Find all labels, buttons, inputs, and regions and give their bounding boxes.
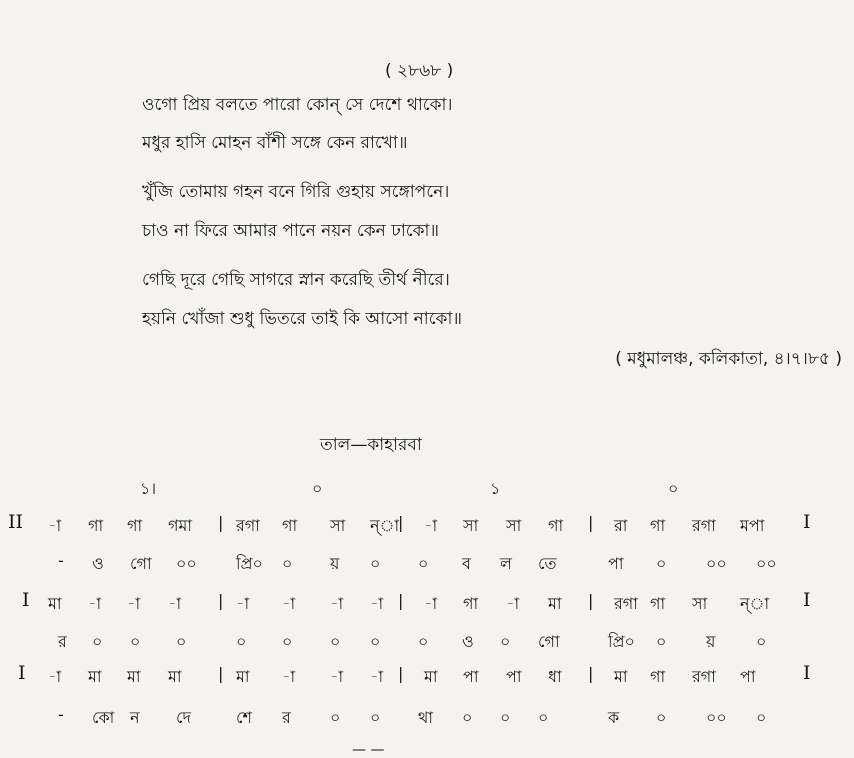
lyric-syllable: ০	[418, 632, 429, 651]
beat-mark: ১	[490, 479, 501, 498]
swara-cell: -া	[370, 667, 384, 686]
lyric-syllable: য়	[330, 554, 340, 573]
lyric-syllable: ০	[656, 554, 667, 573]
lyric-syllable: থা	[418, 708, 434, 727]
lyric-syllable: কো	[92, 708, 115, 727]
lyric-syllable: ০০	[176, 554, 197, 573]
swara-cell: গা	[650, 594, 666, 613]
swara-cell: -া	[424, 516, 438, 535]
swara-cell: -া	[168, 594, 182, 613]
swara-cell: ন্া	[370, 516, 400, 535]
lyric-syllable: ০	[330, 632, 341, 651]
lyric-syllable: ০	[656, 632, 667, 651]
lyric-syllable: ০০	[756, 554, 777, 573]
bar-line: |	[588, 664, 594, 683]
swara-cell: রগা	[614, 594, 638, 613]
lyric-syllable: ০	[282, 554, 293, 573]
swara-cell: সা	[692, 594, 708, 613]
lyric-syllable: ০	[130, 632, 141, 651]
lyric-line: চাও না ফিরে আমার পানে নয়ন কেন ঢাকো॥	[142, 221, 440, 241]
lyric-syllable: ন	[130, 708, 140, 727]
lyric-line: ওগো প্রিয় বলতে পারো কোন্ সে দেশে থাকো।	[142, 95, 453, 115]
lyric-syllable: ০০	[706, 708, 727, 727]
swara-cell: -া	[424, 594, 438, 613]
swara-cell: -া	[236, 594, 250, 613]
lyric-syllable: ও	[462, 632, 474, 651]
lyric-syllable: শে	[236, 708, 252, 727]
swara-cell: গা	[127, 516, 143, 535]
swara-cell: -া	[330, 594, 344, 613]
swara-cell: পা	[740, 667, 756, 686]
lyric-line: হয়নি খোঁজা শুধু ভিতরে তাই কি আসো নাকো॥	[142, 309, 462, 329]
lyric-syllable: ০	[538, 708, 549, 727]
lyric-syllable: য়	[706, 632, 716, 651]
swara-cell: গা	[650, 667, 666, 686]
bar-start-marker: II	[8, 511, 24, 533]
swara-cell: গা	[88, 516, 104, 535]
lyric-syllable: প্রি০	[236, 554, 263, 573]
swara-cell: গা	[548, 516, 564, 535]
swara-cell: পা	[463, 667, 479, 686]
lyric-syllable: তে	[538, 554, 557, 573]
lyric-syllable: ০	[176, 632, 187, 651]
swara-cell: -া	[370, 594, 384, 613]
lyric-syllable: ০	[370, 632, 381, 651]
lyric-syllable: ০	[656, 708, 667, 727]
lyric-syllable: ০	[330, 708, 341, 727]
song-number: ( ২৮৬৮ )	[385, 61, 454, 81]
lyric-syllable: ল	[500, 554, 512, 573]
composition-source: ( মধুমালঞ্চ, কলিকাতা, ৪।৭।৮৫ )	[615, 349, 842, 369]
bar-line: |	[588, 591, 594, 610]
swara-cell: -া	[88, 594, 102, 613]
lyric-syllable: ০	[500, 632, 511, 651]
lyric-line: মধুর হাসি মোহন বাঁশী সঙ্গে কেন রাখো॥	[142, 133, 408, 153]
swara-cell: সা	[506, 516, 522, 535]
beat-mark: ১।	[140, 479, 157, 498]
swara-cell: রগা	[236, 516, 260, 535]
swara-cell: গমা	[168, 516, 193, 535]
lyric-syllable: ০	[756, 708, 767, 727]
lyric-syllable: -	[58, 551, 64, 570]
swara-cell: পা	[506, 667, 522, 686]
swara-cell: ধা	[548, 667, 562, 686]
bar-line: |	[398, 591, 404, 610]
swara-cell: রগা	[692, 516, 716, 535]
swara-cell: রগা	[692, 667, 716, 686]
swara-cell: -া	[48, 667, 62, 686]
bar-line: |	[218, 591, 224, 610]
beat-mark: ০	[668, 479, 679, 498]
swara-cell: গা	[463, 594, 479, 613]
swara-cell: মা	[614, 667, 628, 686]
lyric-syllable: ক	[608, 708, 620, 727]
lyric-syllable: ০	[236, 632, 247, 651]
lyric-syllable: গো	[130, 554, 152, 573]
swara-cell: মা	[548, 594, 562, 613]
lyric-syllable: র	[58, 632, 67, 651]
lyric-syllable: দে	[176, 708, 191, 727]
swara-cell: মা	[236, 667, 250, 686]
swara-cell: ন্া	[740, 594, 770, 613]
lyric-syllable: গো	[538, 632, 560, 651]
swara-cell: -া	[282, 594, 296, 613]
swara-cell: মপা	[740, 516, 765, 535]
lyric-syllable: র	[282, 708, 291, 727]
lyric-syllable: ০	[756, 632, 767, 651]
bar-end-marker: I	[803, 511, 811, 533]
swara-cell: -া	[127, 594, 141, 613]
lyric-syllable: -	[58, 705, 64, 724]
swara-cell: মা	[88, 667, 102, 686]
swara-cell: সা	[463, 516, 479, 535]
lyric-syllable: ০	[370, 554, 381, 573]
swara-cell: মা	[127, 667, 141, 686]
lyric-syllable: ০	[500, 708, 511, 727]
bar-end-marker: I	[803, 589, 811, 611]
bar-start-marker: I	[18, 662, 26, 684]
bar-line: |	[398, 664, 404, 683]
swara-cell: গা	[282, 516, 298, 535]
swara-cell: -া	[282, 667, 296, 686]
lyric-line: খুঁজি তোমায় গহন বনে গিরি গুহায় সঙ্গোপনে।	[142, 182, 450, 202]
beat-mark: ০	[312, 479, 323, 498]
lyric-syllable: ০০	[706, 554, 727, 573]
lyric-syllable: ০	[462, 708, 473, 727]
lyric-syllable: ০	[92, 632, 103, 651]
lyric-syllable: ০	[370, 708, 381, 727]
lyric-syllable: প্রি০	[608, 632, 635, 651]
swara-cell: -া	[506, 594, 520, 613]
swara-cell: মা	[424, 667, 438, 686]
tala-title: তাল—কাহারবা	[320, 435, 422, 455]
lyric-syllable: পা	[608, 554, 624, 573]
swara-cell: -া	[48, 516, 62, 535]
bar-line: |	[398, 513, 404, 532]
swara-cell: -া	[330, 667, 344, 686]
swara-cell: মা	[48, 594, 62, 613]
swara-cell: মা	[168, 667, 182, 686]
trailing-mark: — —	[352, 742, 385, 758]
swara-cell: গা	[650, 516, 666, 535]
lyric-syllable: ব	[462, 554, 471, 573]
bar-line: |	[218, 513, 224, 532]
bar-end-marker: I	[803, 662, 811, 684]
bar-line: |	[588, 513, 594, 532]
lyric-syllable: ০	[418, 554, 429, 573]
lyric-line: গেছি দূরে গেছি সাগরে স্নান করেছি তীর্থ নীরে।	[142, 270, 450, 290]
lyric-syllable: ও	[92, 554, 104, 573]
lyric-syllable: ০	[282, 632, 293, 651]
bar-start-marker: I	[22, 589, 30, 611]
bar-line: |	[218, 664, 224, 683]
swara-cell: রা	[614, 516, 628, 535]
swara-cell: সা	[330, 516, 346, 535]
